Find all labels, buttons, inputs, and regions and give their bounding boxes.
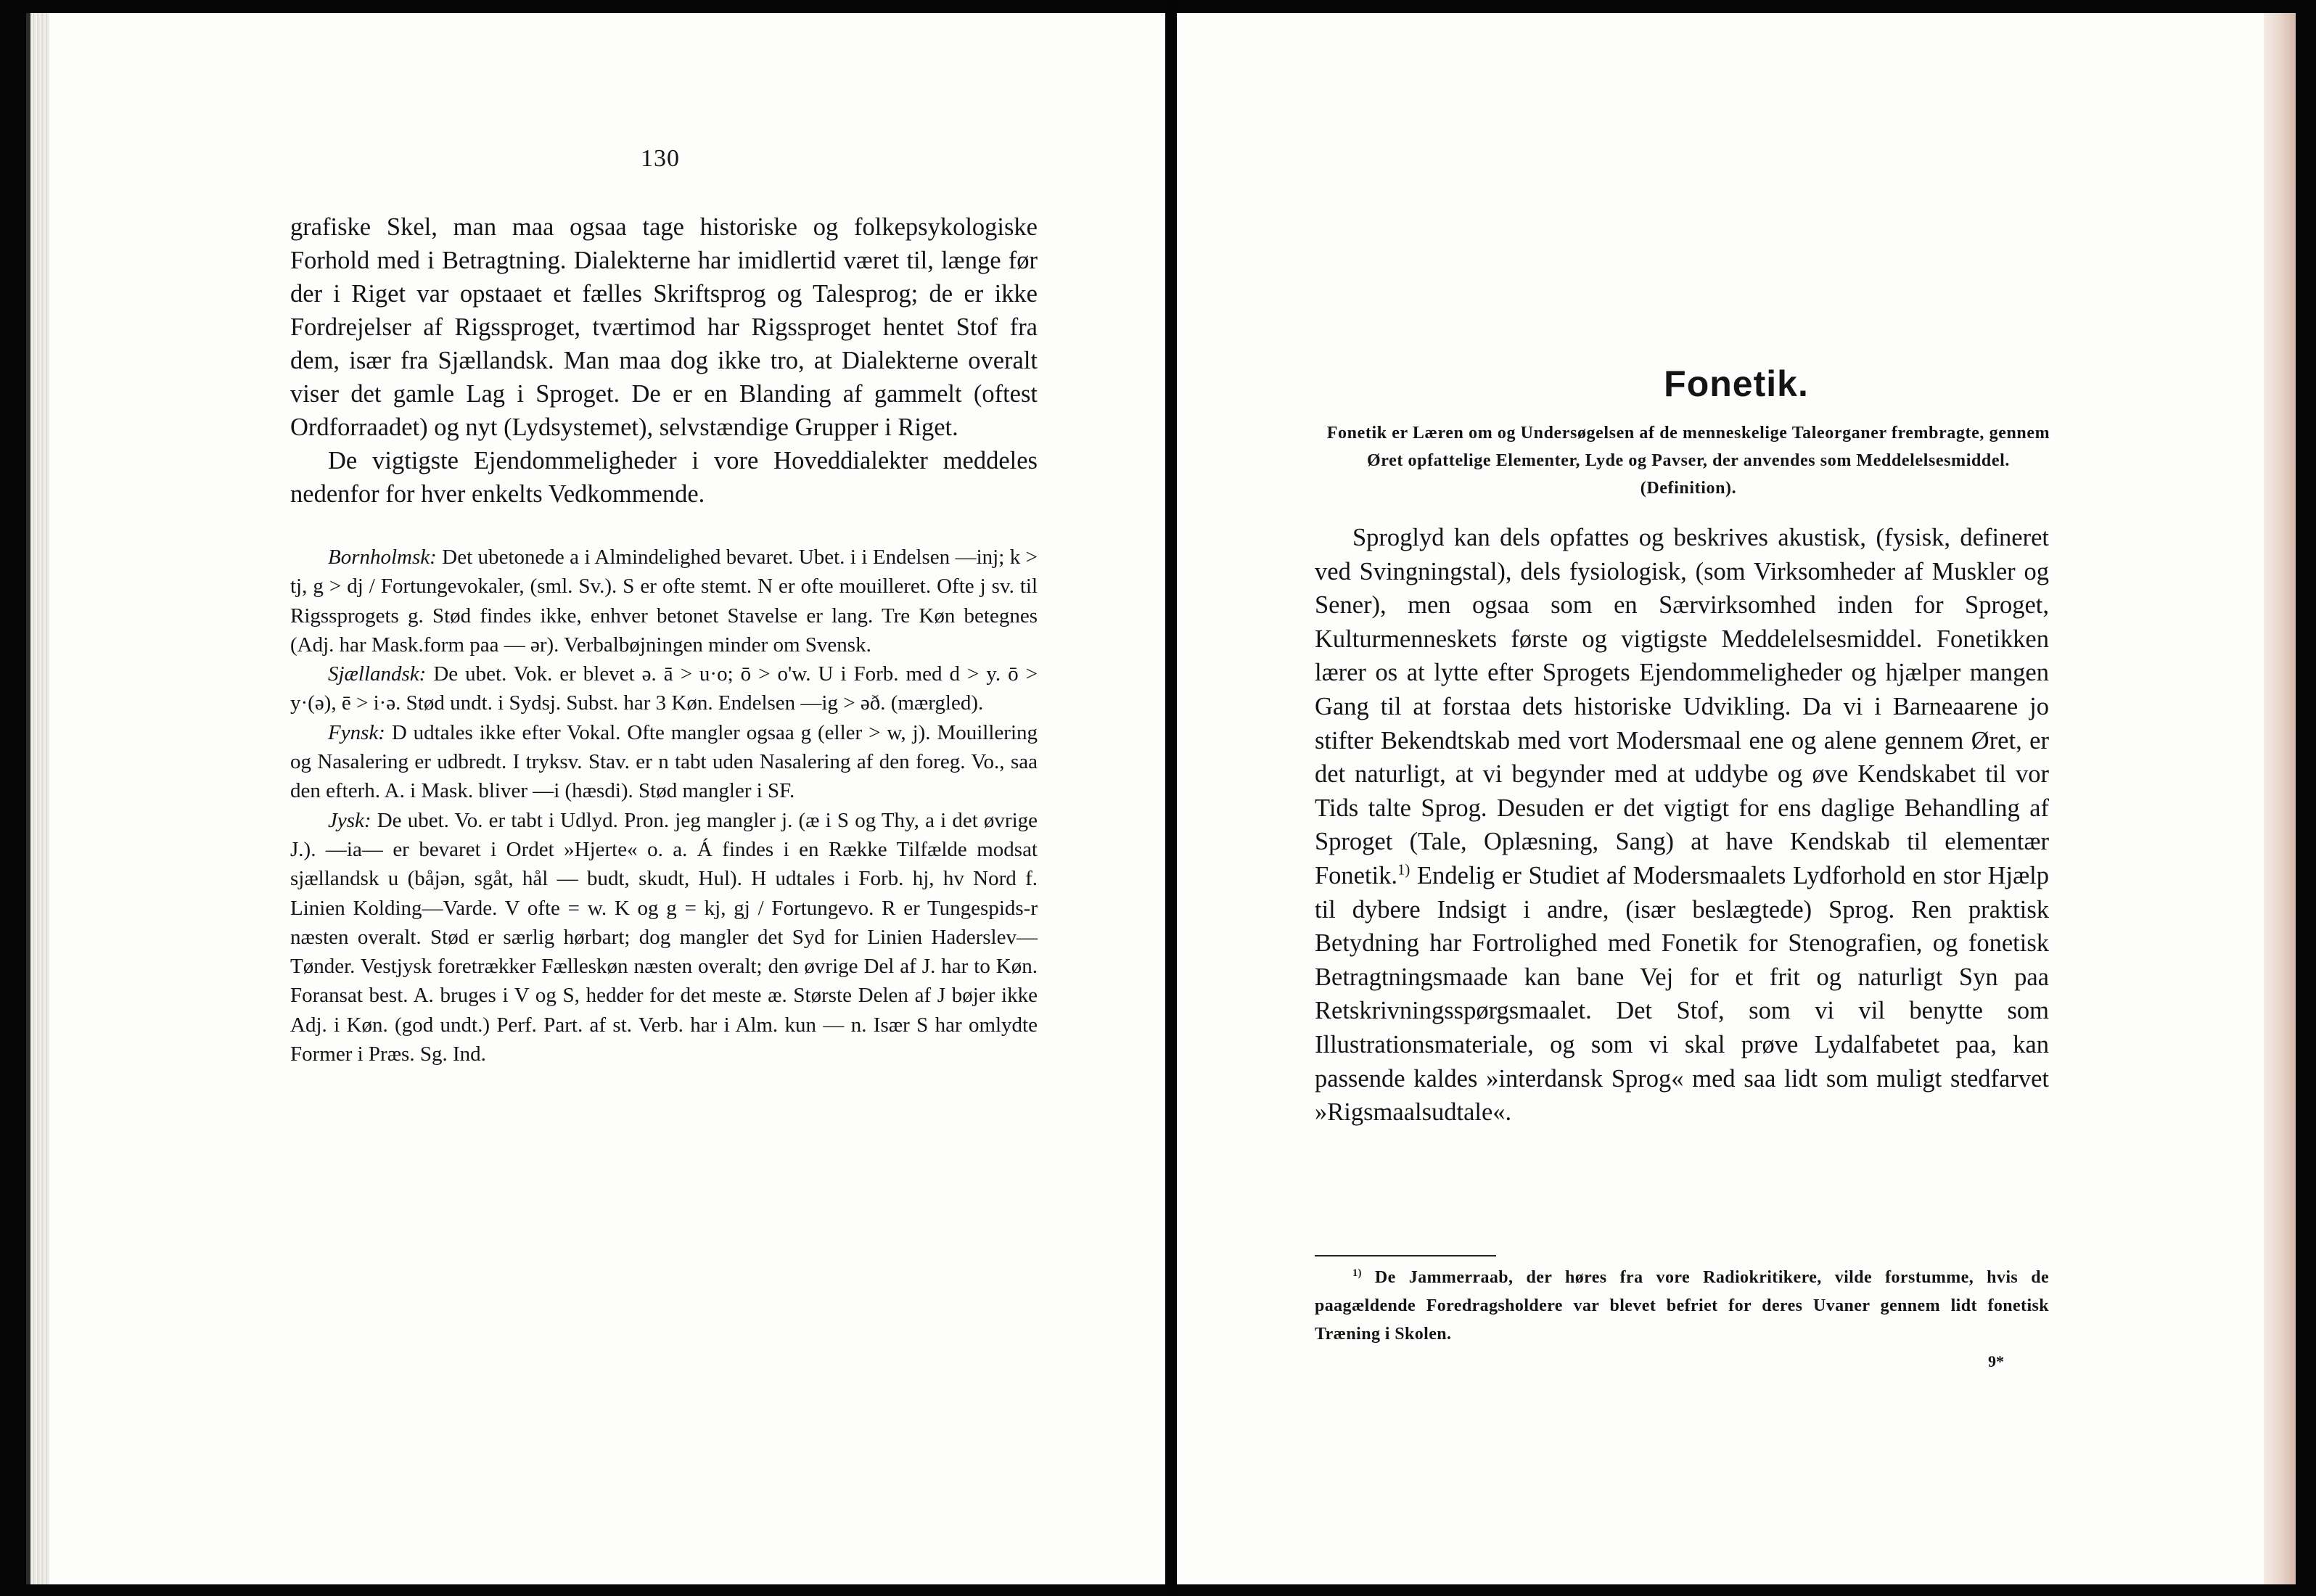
paragraph: [1315, 521, 2049, 1130]
dialect-name: Jysk:: [328, 808, 371, 832]
dialect-text: De ubet. Vo. er tabt i Udlyd. Pron. jeg mangler j. (æ i S og Thy, a i det øvrige J.). —ia— er bevaret i Ordet »Hjerte« o. a. Á findes i en Række Tilfælde modsat sjællandsk u (båjən, sgåt, hål — budt, skudt, Hul). H udtales i Forb. hj, hv Nord f. Linien Kolding—Varde. V ofte = w. K og g = kj, gj / Fortungevo. R er Tungespids-r næsten overalt. Stød er særlig hørbart; dog mangler det Syd for Linien Haderslev—Tønder. Vestjysk foretrækker Fælleskøn næsten overalt; den øvrige Del af J. har to Køn. Foransat best. A. bruges i V og S, hedder for det meste æ. Største Delen af J bøjer ikke Adj. i Køn. (god undt.) Perf. Part. af st. Verb. har i Alm. kun — n. Især S har omlydte Former i Præs. Sg. Ind.: [290, 808, 1038, 1066]
definition-text: Fonetik er Læren om og Undersøgelsen af de menneskelige Taleorganer frembragte, gennem Øret opfattelige Elementer, Lyde og Pavser, der anvendes som Meddelelsesmiddel. (Definition).: [1326, 424, 2050, 498]
book-gutter: [1165, 0, 1177, 1596]
paragraph: De vigtigste Ejendommeligheder i vore Hoveddialekter meddeles nedenfor for hver enkelts Vedkommende.: [290, 447, 1038, 508]
dialect-entry-sjaellandsk: [290, 659, 1038, 718]
body-text-part: Sproglyd kan dels opfattes og beskrives akustisk, (fysisk, defineret ved Svingningstal), dels fysiologisk, (som Virksomheder af Muskler og Sener), men ogsaa som en Særvirksomhed inden for Sproget, Kulturmenneskets første og vigtigste Meddelelsesmiddel. Fonetikken lærer os at lytte efter Sprogets Ejendommeligheder og hjælper mangen Gang til at forstaa dets historiske Udvikling. Da vi i Barneaarene jo stifter Bekendtskab med vort Modersmaal ene og alene gennem Øret, er det naturligt, at vi begynder med at uddybe og øve Kendskabet til vor Tids talte Sprog. Desuden er det vigtigt for ens daglige Behandling af Sproget (Tale, Oplæsning, Sang) at have Kendskab til elementær Fonetik.: [1315, 524, 2049, 889]
dialect-name: Sjællandsk:: [328, 662, 427, 686]
footnote-text: De Jammerraab, der høres fra vore Radiokritikere, vilde forstumme, hvis de paagældende Foredragsholdere var blevet befriet for deres Uvaner gennem lidt fonetisk Træning i Skolen.: [1315, 1268, 2049, 1344]
dialect-text: Det ubetonede a i Almindelighed bevaret. Ubet. i i Endelsen —inj; k > tj, g > dj / Fortungevokaler, (sml. Sv.). S er ofte stemt. N er ofte mouilleret. Ofte j sv. til Rigssprogets g. Stød findes ikke, enhver betonet Stavelse er lang. Tre Køn betegnes (Adj. har Mask.form paa — ər). Verbalbøjningen minder om Svensk.: [290, 546, 1038, 657]
left-body: [290, 210, 1038, 511]
dialect-list: [290, 543, 1038, 1069]
section-heading: Fonetik.: [1664, 363, 1809, 404]
left-column: [290, 210, 1038, 1069]
footnote: $^{1)}$ De Jammerraab, der høres fra vore Radiokritikere, vilde forstumme, hvis de paagældende Foredragsholdere var blevet befriet for deres Uvaner gennem lidt fonetisk Træning i Skolen.: [1315, 1267, 2049, 1344]
dialect-name: Fynsk:: [328, 720, 385, 744]
footnote-reference: 1): [1397, 862, 1410, 879]
page-edge-tint: [2264, 13, 2296, 1584]
page-edges: [30, 13, 49, 1584]
footnote-divider: [1315, 1255, 1496, 1256]
body-text-part: Endelig er Studiet af Modersmaalets Lydforhold en stor Hjælp til dybere Indsigt i andre, (især beslægtede) Sprog. Ren praktisk Betydning har Fortrolighed med Fonetik for Stenografien, og fonetisk Betragtningsmaade kan bane Vej for et frit og naturligt Syn paa Retskrivningsspørgsmaalet. Det Stof, som vi vil benytte som Illustrationsmateriale, og som vi skal prøve Lydalfabetet paa, kan passende kaldes »interdansk Sprog« med saa lidt som muligt stedfarvet »Rigsmaalsudtale«.: [1315, 861, 2049, 1127]
dialect-text: D udtales ikke efter Vokal. Ofte mangler ogsaa g (eller > w, j). Mouillering og Nasalering er udbredt. I tryksv. Stav. er n tabt uden Nasalering af den foreg. Vo., saa den efterh. A. i Mask. bliver —i (hæsdi). Stød mangler i SF.: [290, 720, 1038, 803]
dialect-entry-bornholmsk: [290, 543, 1038, 659]
page-number: 130: [641, 145, 680, 172]
right-body: [1315, 521, 2049, 1130]
dialect-entry-fynsk: [290, 718, 1038, 806]
paragraph: grafiske Skel, man maa ogsaa tage historiske og folkepsykologiske Forhold med i Betragtning. Dialekterne har imidlertid været til, længe før der i Riget var opstaaet et fælles Skriftsprog og Talesprog; de er ikke Fordrejelser af Rigssproget, tværtimod har Rigssproget hentet Stof fra dem, især fra Sjællandsk. Man maa dog ikke tro, at Dialekterne overalt viser det gamle Lag i Sproget. De er en Blanding af gammelt (oftest Ordforraadet) og nyt (Lydsystemet), selvstændige Grupper i Riget.: [290, 213, 1038, 441]
printer-signature: 9*: [1988, 1352, 2004, 1370]
dialect-text: De ubet. Vok. er blevet ə. ā > u·o; ō > o'w. U i Forb. med d > y. ō > y·(ə), ē > i·ə. Stød undt. i Sydsj. Subst. har 3 Køn. Endelsen —ig > əð. (mærgled).: [290, 662, 1038, 715]
dialect-name: Bornholmsk:: [328, 546, 437, 569]
dialect-entry-jysk: [290, 806, 1038, 1069]
